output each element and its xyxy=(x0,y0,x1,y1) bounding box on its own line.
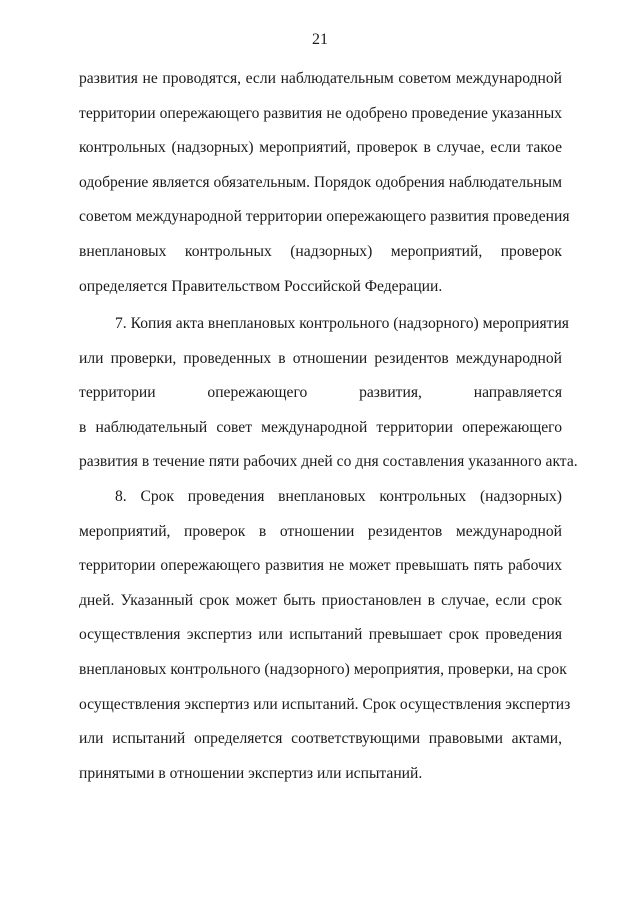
paragraph-line: внеплановых контрольного (надзорного) мероприятия, проверки, на срок xyxy=(79,660,567,678)
paragraph-line: осуществления экспертиз или испытаний. Срок осуществления экспертиз xyxy=(79,695,571,713)
paragraph-line: территории опережающего развития, направляется xyxy=(79,384,562,402)
paragraph-line: мероприятий, проверок в отношении резидентов международной xyxy=(79,522,562,540)
paragraph-line: или испытаний определяется соответствующими правовыми актами, xyxy=(79,730,562,748)
paragraph-line: 7. Копия акта внеплановых контрольного (надзорного) мероприятия xyxy=(115,315,569,332)
paragraph-line: 8. Срок проведения внеплановых контрольных (надзорных) xyxy=(115,488,562,505)
paragraph-line: внеплановых контрольных (надзорных) мероприятий, проверок xyxy=(79,242,562,260)
paragraph-line: территории опережающего развития не может превышать пять рабочих xyxy=(79,557,562,575)
paragraph-line: осуществления экспертиз или испытаний превышает срок проведения xyxy=(79,626,562,644)
paragraph-line: одобрение является обязательным. Порядок одобрения наблюдательным xyxy=(79,173,562,191)
page-number: 21 xyxy=(312,31,328,48)
paragraph-line: определяется Правительством Российской Федерации. xyxy=(79,277,443,295)
paragraph-line: контрольных (надзорных) мероприятий, проверок в случае, если такое xyxy=(79,139,562,157)
paragraph-line: в наблюдательный совет международной территории опережающего xyxy=(79,418,562,436)
paragraph-continuation xyxy=(79,62,570,304)
paragraph-item-7 xyxy=(79,307,578,480)
paragraph-line: дней. Указанный срок может быть приостановлен в случае, если срок xyxy=(79,591,562,609)
paragraph-line: развития не проводятся, если наблюдательным советом международной xyxy=(79,70,562,87)
paragraph-line: принятыми в отношении экспертиз или испытаний. xyxy=(79,764,423,782)
paragraph-item-8 xyxy=(79,480,571,791)
paragraph-line: территории опережающего развития не одобрено проведение указанных xyxy=(79,104,562,122)
paragraph-line: развития в течение пяти рабочих дней со дня составления указанного акта. xyxy=(79,453,578,471)
paragraph-line: советом международной территории опережающего развития проведения xyxy=(79,208,570,226)
paragraph-line: или проверки, проведенных в отношении резидентов международной xyxy=(79,349,562,367)
